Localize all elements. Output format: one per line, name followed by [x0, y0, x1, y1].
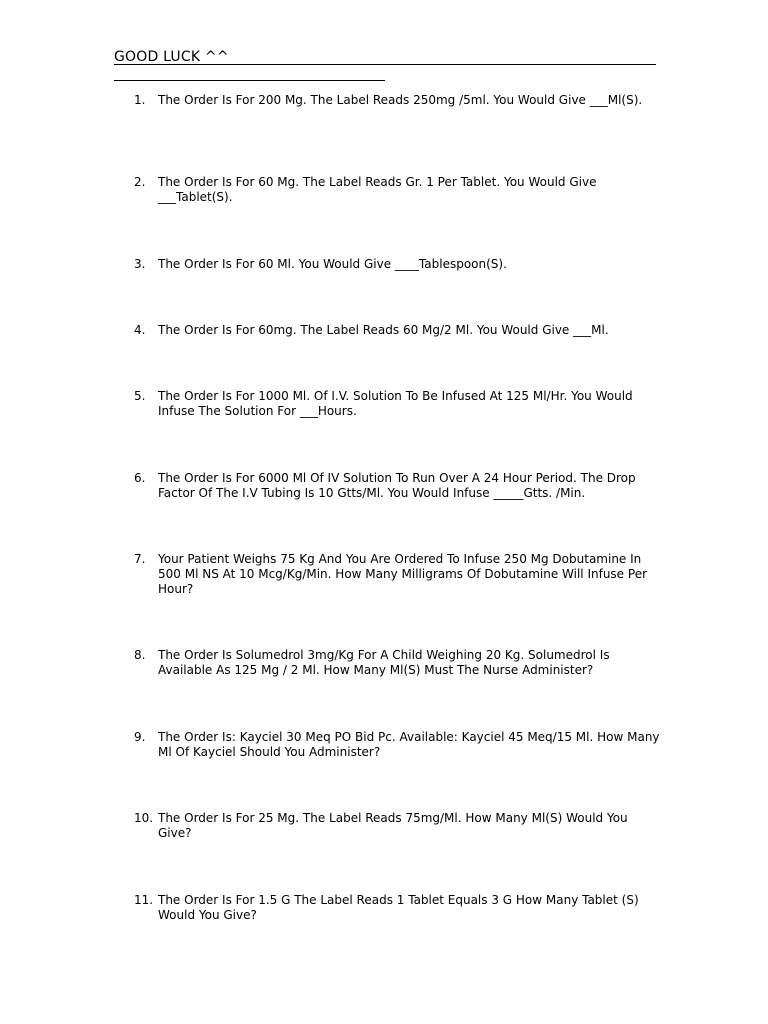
question-text: The Order Is For 6000 Ml Of IV Solution To Run Over A 24 Hour Period. The Drop Factor Of The I.V Tubing Is 10 Gtts/Ml. You Would Infuse _____Gtts. /Min.	[158, 471, 636, 500]
question-item	[134, 93, 664, 108]
question-number: 4.	[134, 323, 146, 337]
header	[114, 46, 656, 65]
question-text: The Order Is For 60mg. The Label Reads 60 Mg/2 Ml. You Would Give ___Ml.	[158, 323, 609, 337]
question-item	[134, 175, 664, 205]
header-title: GOOD LUCK ^^	[114, 49, 229, 65]
question-text: The Order Is For 60 Ml. You Would Give ____Tablespoon(S).	[158, 257, 507, 271]
question-text: The Order Is For 1000 Ml. Of I.V. Solution To Be Infused At 125 Ml/Hr. You Would Infuse The Solution For ___Hours.	[158, 389, 633, 418]
question-item	[134, 471, 664, 501]
question-text: The Order Is: Kayciel 30 Meq PO Bid Pc. Available: Kayciel 45 Meq/15 Ml. How Many Ml Of Kayciel Should You Administer?	[158, 730, 660, 759]
question-item	[134, 730, 664, 760]
question-number: 2.	[134, 175, 146, 189]
question-number: 11.	[134, 893, 154, 907]
question-text: Your Patient Weighs 75 Kg And You Are Ordered To Infuse 250 Mg Dobutamine In 500 Ml NS At 10 Mcg/Kg/Min. How Many Milligrams Of Dobutamine Will Infuse Per Hour?	[158, 552, 648, 596]
question-text: The Order Is For 60 Mg. The Label Reads Gr. 1 Per Tablet. You Would Give ___Tablet(S).	[158, 175, 597, 204]
question-item	[134, 323, 664, 338]
question-number: 3.	[134, 257, 146, 271]
question-number: 10.	[134, 811, 154, 825]
question-item	[134, 893, 664, 923]
question-item	[134, 389, 664, 419]
question-text: The Order Is For 1.5 G The Label Reads 1 Tablet Equals 3 G How Many Tablet (S) Would You Give?	[158, 893, 639, 922]
question-number: 1.	[134, 93, 146, 107]
header-underline	[114, 80, 385, 81]
question-text: The Order Is For 200 Mg. The Label Reads 250mg /5ml. You Would Give ___Ml(S).	[158, 93, 643, 107]
question-item	[134, 552, 664, 597]
question-item	[134, 811, 664, 841]
question-number: 7.	[134, 552, 146, 566]
question-item	[134, 257, 664, 272]
question-number: 5.	[134, 389, 146, 403]
question-number: 6.	[134, 471, 146, 485]
question-number: 8.	[134, 648, 146, 662]
question-text: The Order Is Solumedrol 3mg/Kg For A Child Weighing 20 Kg. Solumedrol Is Available As 125 Mg / 2 Ml. How Many Ml(S) Must The Nurse Administer?	[158, 648, 610, 677]
question-text: The Order Is For 25 Mg. The Label Reads 75mg/Ml. How Many Ml(S) Would You Give?	[158, 811, 628, 840]
question-number: 9.	[134, 730, 146, 744]
question-item	[134, 648, 664, 678]
